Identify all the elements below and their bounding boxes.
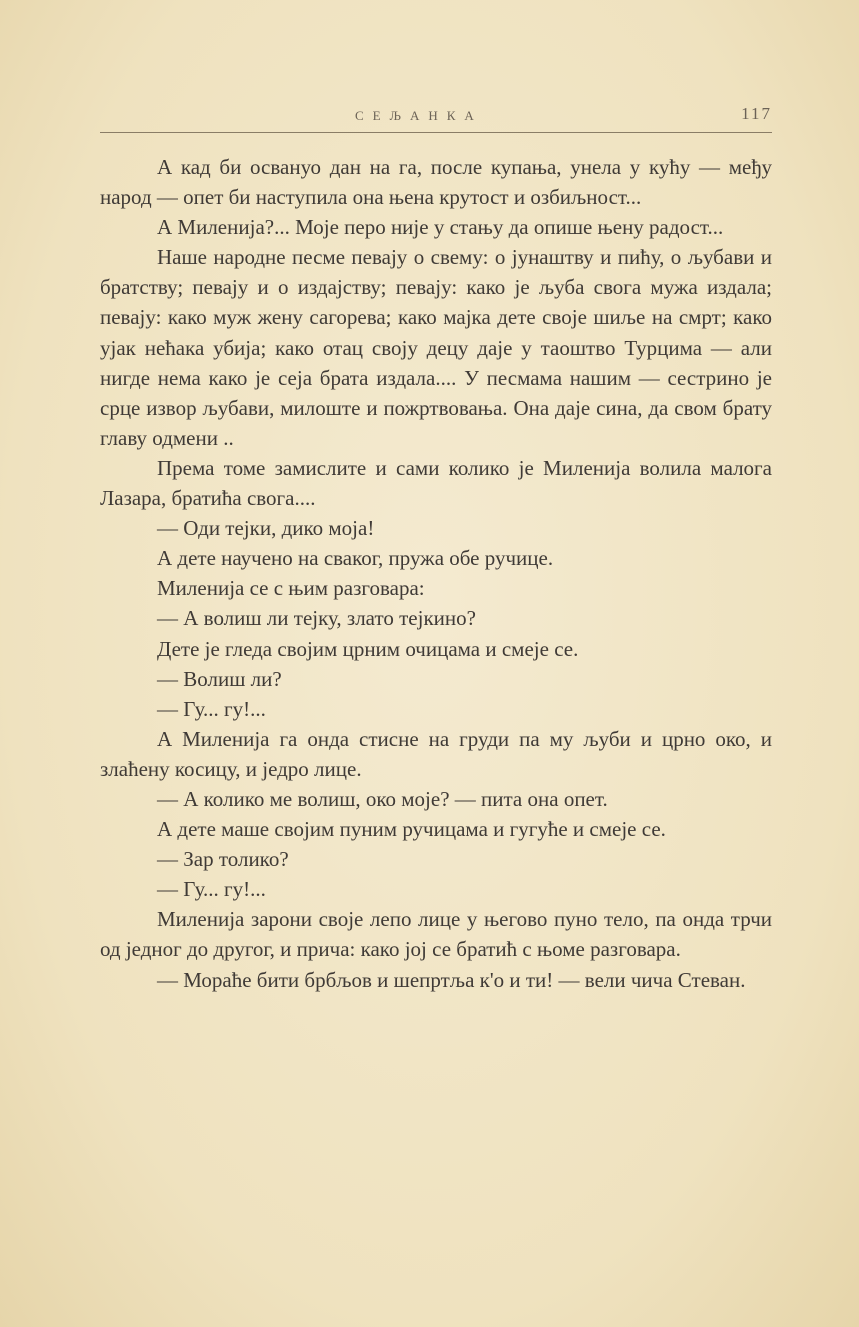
dialogue-line: — Зар толико? (157, 847, 289, 872)
dialogue-line: — Мораће бити брбљов и шепртља к'о и ти! — вели чича Стеван. (157, 967, 746, 992)
paragraph: А дете маше својим пуним ручицама и гугуће и смеје се. (157, 817, 666, 842)
dialogue-line: — А волиш ли тејку, злато тејкино? (157, 606, 476, 631)
paragraph: А дете научено на сваког, пружа обе ручице. (157, 546, 554, 571)
paragraph: Миленија се с њим разговара: (157, 576, 425, 601)
running-title: СЕЉАНКА (355, 108, 483, 123)
paragraph: Дете је гледа својим црним очицама и смеје се. (157, 636, 579, 661)
paragraph: А Миленија га онда стисне на груди па му љуби и црно око, и злаћену косицу, и једро лице. (100, 726, 772, 781)
page-header (100, 104, 772, 133)
dialogue-line: — Оди тејки, дико моја! (157, 516, 375, 541)
dialogue-line: — Волиш ли? (157, 666, 282, 691)
page-number: 117 (741, 104, 772, 123)
paragraph: Према томе замислите и сами колико је Миленија волила малога Лазара, братића свога.... (100, 455, 772, 511)
paragraph: Миленија зарони своје лепо лице у његово пуно тело, па онда трчи од једног до другог, и прича: како јој се братић с њоме разговара. (100, 907, 772, 962)
paragraph: А кад би освануо дан на га, после купања, унела у кућу — међу народ — опет би наступила она њена крутост и озбиљност... (100, 155, 772, 210)
body-text (100, 152, 772, 995)
dialogue-line: — Гу... гу!... (157, 696, 266, 721)
dialogue-line: — А колико ме волиш, око моје? — пита она опет. (157, 786, 608, 811)
dialogue-line: — Гу... гу!... (157, 877, 266, 902)
paragraph: Наше народне песме певају о свему: о јунаштву и пићу, о љубави и братству; певају и о издајству; певају: како је љуба свога мужа издала; певају: како муж жену сагорева; како мајка дете своје шиље на смрт; како ујак нећака убија; како отац своју децу даје у таоштво Турцима — али нигде нема како је сеја брата издала.... У песмама нашим — сестрино је срце извор љубави, милоште и пожртвовања. Она даје сина, да свом брату главу одмени .. (100, 245, 772, 450)
paragraph: А Миленија?... Моје перо није у стању да опише њену радост... (157, 215, 724, 240)
